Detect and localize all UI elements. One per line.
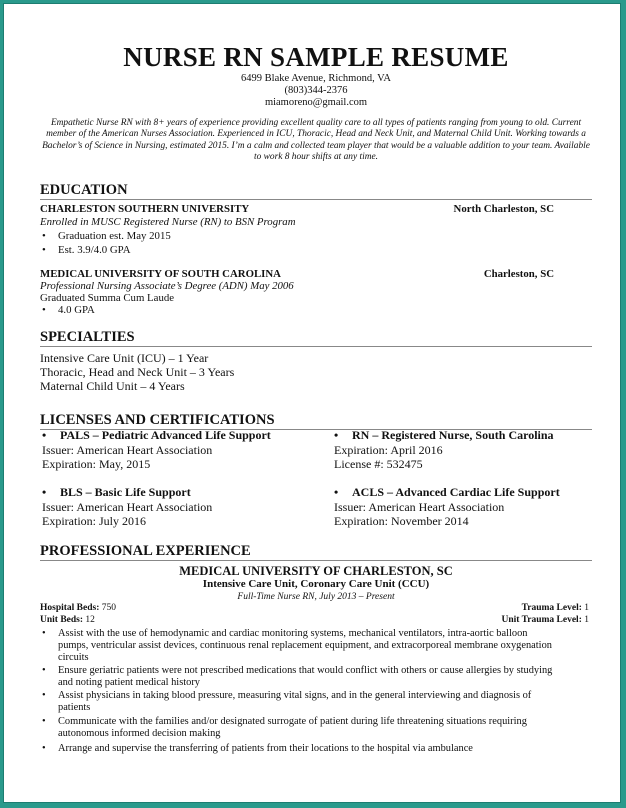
duty-text: Assist with the use of hemodynamic and cardiac monitoring systems, mechanical ventilators, intra-aortic balloon pumps, ventricular assist devices, continuous renal replacement equipment, and extracorporeal membrane oxygenation circuits [58, 628, 552, 664]
license-name: PALS – Pediatric Advanced Life Support [60, 428, 271, 442]
bullet-text: 4.0 GPA [58, 304, 95, 316]
license-expiration: Expiration: November 2014 [334, 514, 469, 528]
employer-role: Full-Time Nurse RN, July 2013 – Present [237, 592, 395, 602]
license-name: BLS – Basic Life Support [60, 485, 191, 499]
hospital-beds-value: 750 [101, 603, 117, 613]
specialty-item: Thoracic, Head and Neck Unit – 3 Years [40, 365, 235, 379]
license-name: RN – Registered Nurse, South Carolina [352, 428, 554, 442]
trauma-level-value: 1 [584, 603, 589, 613]
unit-trauma-value: 1 [584, 615, 589, 625]
hospital-beds-label: Hospital Beds: [40, 603, 100, 613]
school-2-note: Graduated Summa Cum Laude [40, 292, 175, 304]
school-1-location: North Charleston, SC [453, 203, 554, 215]
unit-trauma-level [501, 615, 589, 626]
school-2-location: Charleston, SC [483, 268, 554, 280]
unit-beds-label: Unit Beds: [40, 615, 84, 625]
contact-phone: (803)344-2376 [284, 85, 348, 96]
school-1-name [40, 203, 592, 216]
education-heading: EDUCATION [40, 182, 592, 200]
professional-summary: Empathetic Nurse RN with 8+ years of experience providing excellent quality care to all types of patients ranging from young to old. Current member of the American Nurses Association. Experienced in ICU, Thoracic, Head and Neck Unit, and Maternal Child Unit. Working towards a Bachelor’s of Science in Nursing, estimated 2015. I’m a calm and collected team player that would be a valuable addition to your team. Available to work 8 hour shifts at any time. [42, 118, 590, 163]
employer-unit: Intensive Care Unit, Coronary Care Unit (CCU) [202, 578, 430, 590]
experience-heading: PROFESSIONAL EXPERIENCE [40, 543, 592, 561]
unit-beds-row [40, 615, 592, 626]
duty-text: Communicate with the families and/or designated surrogate of patient during life threatening situations requiring autonomous informed decision making [58, 716, 527, 740]
license-expiration: Expiration: May, 2015 [42, 457, 151, 471]
bullet-text: Est. 3.9/4.0 GPA [58, 244, 131, 256]
license-item: • PALS – Pediatric Advanced Life Support Issuer: American Heart Association Expiration: May, 2015 [42, 428, 271, 471]
specialties-heading: SPECIALTIES [40, 329, 592, 347]
resume-title: NURSE RN SAMPLE RESUME [123, 42, 509, 72]
license-issuer: Issuer: American Heart Association [334, 499, 505, 514]
license-number: License #: 532475 [334, 457, 423, 471]
contact-email: miamoreno@gmail.com [264, 97, 368, 108]
school-1-title: CHARLESTON SOUTHERN UNIVERSITY [40, 203, 250, 215]
license-expiration: Expiration: April 2016 [334, 442, 443, 457]
specialty-item: Intensive Care Unit (ICU) – 1 Year [40, 351, 209, 365]
license-item: • RN – Registered Nurse, South Carolina Expiration: April 2016 License #: 532475 [334, 428, 554, 471]
license-item: • ACLS – Advanced Cardiac Life Support Issuer: American Heart Association Expiration: November 2014 [334, 485, 560, 528]
license-name: ACLS – Advanced Cardiac Life Support [352, 485, 560, 499]
employer-name: MEDICAL UNIVERSITY OF CHARLESTON, SC [179, 564, 453, 578]
duty-text: Arrange and supervise the transferring of patients from their locations to the hospital via ambulance [58, 743, 473, 754]
duty-text: Assist physicians in taking blood pressure, measuring vital signs, and in the general interviewing and diagnosis of patients [58, 690, 532, 714]
hospital-beds-row [40, 603, 592, 614]
trauma-level-label: Trauma Level: [521, 603, 582, 613]
licenses-heading: LICENSES AND CERTIFICATIONS [40, 412, 592, 430]
school-2-program: Professional Nursing Associate’s Degree (ADN) May 2006 [40, 280, 294, 292]
trauma-level [522, 603, 589, 614]
duty-text: Ensure geriatric patients were not prescribed medications that would conflict with others or cause allergies by studying and noting patient medical history [58, 665, 553, 689]
bullet-text: Graduation est. May 2015 [58, 230, 171, 242]
license-issuer: Issuer: American Heart Association [42, 442, 213, 457]
license-issuer: Issuer: American Heart Association [42, 499, 213, 514]
unit-beds-value: 12 [85, 615, 95, 625]
document-frame: NURSE RN SAMPLE RESUME 6499 Blake Avenue, Richmond, VA (803)344-2376 miamoreno@gmail.com Empathetic Nurse RN with 8+ years of experience providing excellent quality care to all types of patients ranging from young to old. Current member of the American Nurses Association. Experienced in ICU, Thoracic, Head and Neck Unit, and Maternal Child Unit. Working towards a Bachelor’s of Science in Nursing, estimated 2015. I’m a calm and collected team player that would be a valuable addition to your team. Available to work 8 hour shifts at any time. EDUCATION CHARLESTON SOUTHERN UNIVERSITY North Charleston, SC Enrolled in MUSC Registered Nurse (RN) to BSN Program • Graduation est. May 2015 • Est. 3.9/4.0 GPA MEDICAL UNIVERSITY OF SOUTH CAROLINA Charleston, SC Professional Nursing Associate’s Degree (ADN) May 2006 Graduated Summa Cum Laude • 4.0 GPA SPECIALTIES Intensive Care Unit (ICU) – 1 Year Thoracic, Head and Neck Unit – 3 Years Maternal Child Unit – 4 Years LICENSES AND CERTIFICATIONS • PALS – Pediatric Advanced Life Support Issuer: American Heart Association Expiration: May, 2015 • RN – Registered Nurse, South Carolina Expiration: April 2016 License #: 532475 • BLS – Basic Life Support Issuer: American Heart Association Expiration: July 2016 • ACLS – Advanced Cardiac Life Support Issuer: American Heart Association Expiration: November 2014 PROFESSIONAL EXPERIENCE MEDICAL UNIVERSITY OF CHARLESTON, SC Intensive Care Unit, Coronary Care Unit (CCU) Full-Time Nurse RN, July 2013 – Present Hospital Beds: 750 Trauma Level: 1 Unit Beds: 12 Unit Trauma Level: 1 • Assist with the use of hemodynamic and cardiac monitoring systems, mechanical ventilators, intra-aortic balloon pumps, ventricular assist devices, continuous renal replacement equipment, and extracorporeal membrane oxygenation circuits • Ensure geriatric patients were not prescribed medications that would conflict with others or cause allergies by studying and noting patient medical history • Assist physicians in taking blood pressure, measuring vital signs, and in the general interviewing and diagnosis of patients • Communicate with the families and/or designated surrogate of patient during life threatening situations requiring autonomous informed decision making • Arrange and supervise the transferring of patients from their locations to the hospital via ambulance [3, 3, 621, 803]
license-item: • BLS – Basic Life Support Issuer: American Heart Association Expiration: July 2016 [42, 485, 213, 528]
contact-address: 6499 Blake Avenue, Richmond, VA [241, 73, 391, 84]
specialty-item: Maternal Child Unit – 4 Years [40, 379, 185, 393]
license-expiration: Expiration: July 2016 [42, 514, 146, 528]
unit-trauma-label: Unit Trauma Level: [501, 615, 582, 625]
school-1-program: Enrolled in MUSC Registered Nurse (RN) to BSN Program [40, 216, 296, 228]
school-2-title: MEDICAL UNIVERSITY OF SOUTH CAROLINA [40, 268, 281, 280]
